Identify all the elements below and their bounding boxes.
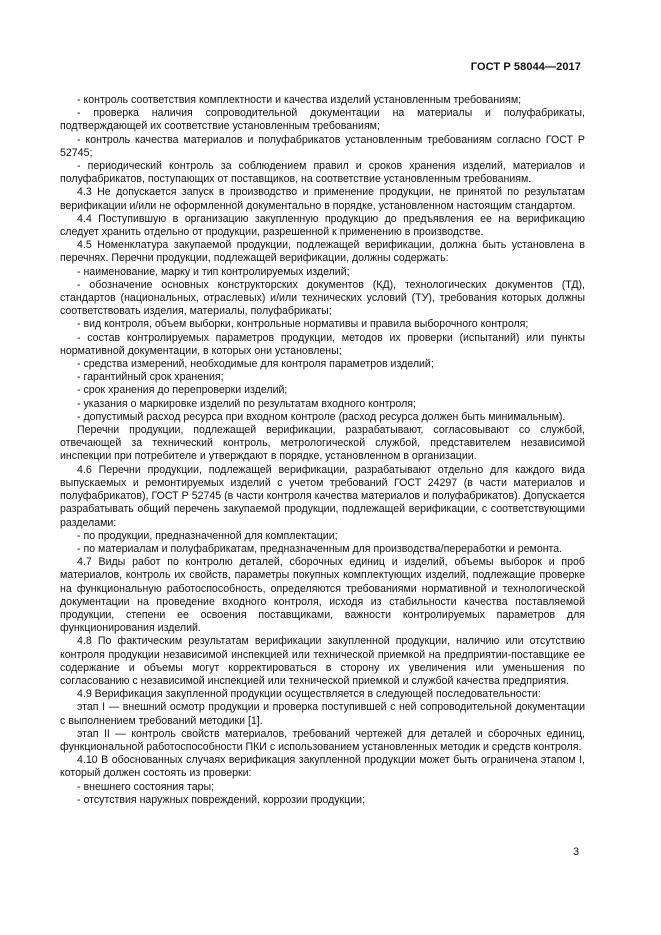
list-item: - контроль соответствия комплектности и качества изделий установленным требованиям; [77,94,522,106]
paragraph: Перечни продукции, подлежащей верификации, разрабатывают, согласовывают со службой, отвечающей за технический контроль, метрологической службой, представителем независимой инспекции при потребителе и утверждают в порядке, установленном в организации. [60,424,585,463]
list-item: - внешнего состояния тары; [77,780,215,793]
list-item: - проверка наличия сопроводительной документации на материалы и полуфабрикаты, подтверждающей их соответствие установленным требованиям; [60,107,585,133]
document-body [60,94,585,807]
stage-2: этап II — контроль свойств материалов, требований чертежей для деталей и сборочных единиц, функциональной работоспособности ПКИ с использованием установленных методик и средств контроля. [60,727,585,753]
stage-1: этап I — внешний осмотр продукции и проверка поступившей с ней сопроводительной документации с выполнением требований методики [1]. [60,701,585,727]
clause-4-6: 4.6 Перечни продукции, подлежащей верификации, разрабатывают отдельно для каждого вида выпускаемых и ремонтируемых изделий с учетом требований ГОСТ 24297 (в части материалов и полуфабрикатов), ГОСТ Р 52745 (в части контроля качества материалов и полуфабрикатов). Допускается разрабатывать общий перечень закупаемой продукции, подлежащей верификации, с соответствующими разделами: [60,463,585,529]
clause-4-7: 4.7 Виды работ по контролю деталей, сборочных единиц и изделий, объемы выборок и проб материалов, контроль их свойств, параметры покупных комплектующих изделий, подлежащие проверке на функциональную работоспособность, определяются требованиями нормативной и технологической документации на проведение входного контроля, исходя из стабильности качества поставляемой продукции, степени ее освоения поставщиками, важности контролируемых параметров для функционирования изделий. [60,556,585,635]
clause-4-5: 4.5 Номенклатура закупаемой продукции, подлежащей верификации, должна быть установлена в перечнях. Перечни продукции, подлежащей верификации, должны содержать: [60,239,585,265]
list-item: - срок хранения до перепроверки изделий; [77,384,288,397]
list-item: - обозначение основных конструкторских документов (КД), технологических документов (ТД), стандартов (национальных, отраслевых) и/или технических условий (ТУ), требования которых должны соответствовать изделия, материалы, полуфабрикаты; [60,278,585,318]
list-item: - гарантийный срок хранения; [77,371,224,384]
list-item: - состав контролируемых параметров продукции, методов их проверки (испытаний) или пункты нормативной документации, в которых они установлены; [60,331,585,357]
clause-4-3: 4.3 Не допускается запуск в производство и применение продукции, не принятой по результатам верификации и/или не оформленной документально в порядке, установленном настоящим стандартом. [60,186,585,212]
list-item: - по продукции, предназначенной для комплектации; [77,529,338,542]
list-item: - наименование, марку и тип контролируемых изделий; [77,265,350,278]
clause-4-4: 4.4 Поступившую в организацию закупленную продукцию до предъявления ее на верификацию следует хранить отдельно от продукции, разрешенной к применению в производстве. [60,212,585,239]
list-item: - отсутствия наружных повреждений, коррозии продукции; [77,793,366,806]
list-item: - по материалам и полуфабрикатам, предназначенным для производства/переработки и ремонта. [77,542,563,555]
clause-4-9: 4.9 Верификация закупленной продукции осуществляется в следующей последовательности: [77,688,541,701]
document-code: ГОСТ Р 58044—2017 [470,61,581,73]
list-item: - средства измерений, необходимые для контроля параметров изделий; [77,358,434,371]
clause-4-8: 4.8 По фактическим результатам верификации закупленной продукции, наличию или отсутствию контроля продукции независимой инспекцией или технической приемкой на предприятии-поставщике ее содержание и объемы могут корректироваться в сторону их увеличения или уменьшения по согласованию с независимой инспекцией или технической приемкой и службой качества предприятия. [60,635,585,687]
list-item: - периодический контроль за соблюдением правил и сроков хранения изделий, материалов и полуфабрикатов, поступающих от поставщиков, на соответствие установленным требованиям. [60,160,585,186]
list-item: - вид контроля, объем выборки, контрольные нормативы и правила выборочного контроля; [77,318,529,331]
page-number: 3 [573,846,579,858]
list-item: - допустимый расход ресурса при входном контроле (расход ресурса должен быть минимальным). [77,410,566,423]
clause-4-10: 4.10 В обоснованных случаях верификация закупленной продукции может быть ограничена этапом I, который должен состоять из проверки: [60,754,585,780]
list-item: - контроль качества материалов и полуфабрикатов установленным требованиям согласно ГОСТ Р 52745; [60,133,585,159]
list-item: - указания о маркировке изделий по результатам входного контроля; [77,397,416,410]
